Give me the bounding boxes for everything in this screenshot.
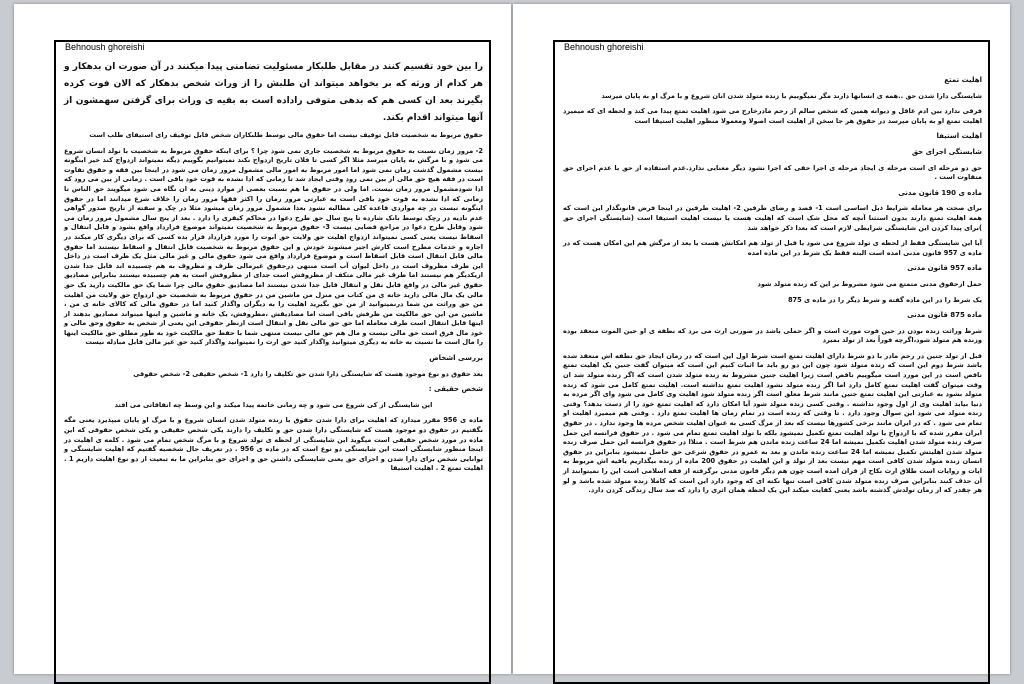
subheading: شخص حقیقی :	[428, 385, 483, 394]
subheading: شایستگی اجرای حق	[911, 147, 982, 156]
paragraph: آیا این شایستگی فقط از لحظه ی تولد شروع می شود یا قبل از تولد هم امکانش هست یا بعد از مرگش هم این امکان هست که در ماده ی 957 قانون مدنی امده است البته فقط یک شرط در این ماده امده	[563, 239, 982, 257]
paragraph: فرقی ندارد بین ادم عاقل و دیوانه همین که شخص سالم از رحم مادرخارج می شود اهلیت تمتع پیدا می کند و لحظه ای که میمیرد اهلیت تمتع او به پایان میرسد در حقوق هر جا سخن از اهلیت است اصولا ومعمولا منظور اهلیت استیفا است	[563, 107, 982, 125]
paragraph: 2- مرور زمان نسبت به حقوق مربوط به شخصیت جاری نمی شود چرا ؟ برای اینکه حقوق مربوط به شخصیت با تولد انسان شروع می شود و با مرگش به پایان میرسد مثلا اگر کسی تا فلان تاریخ ازدواج نکند نمیتوانیم بگوییم دیگه نمیتواند ازدواج کند خیر اینگونه نیست مشمول گذشت زمان نمی شود اما امور مربوط به امور مالی مشمول مرور زمان می شود در اینجا بین فقه و حقوق تفاوت است در فقه هیچ حق مالی از بین نمی رود وقتی ایجاد شد تا زمانی که ادا نشده به قوت خود باقی است . زمانی از بین می رود که ادا شودمشمول مرور زمان نیست. اما ولی در حقوق ما هم نسبت بعضی از موارد دینی به ان نگاه می شود میگویند حق الناس تا زمانی که ادا نشده به قوت خود باقی است به عبارتی مرور زمان را اکثر فقها مرور زمان را خلاف شرع میدانند اما در حقوق اینگونه نیست در چه مواردی قاعده کلی مطالبه نشود بعدا مشمول مرور زمان میشود مثلا در چک و سفته از تاریخ صدور گواهی عدم تادیه در رچک توسط بانک شارده تا پنج سال حق طرح دعوا در محاکم کیفری را دارد . بعد از پنج سال مشمول مرور زمان می شود وقابل طرح دعوا در مراجع قضایی نیست 3- حقوق مربوط به شخصیت نمیتواند موضوع قرارداد واقع بشود و قابل انتقال و اسقاط نیست یعنی کسی نمیتواند ازدواج اهلیت حق ولایت حق ابوت را مورد قرارداد قرار بده کسی که برای دیگری کار میکند در اجاره و خدمات مطرح است کارش اجیر میشوند خودش و این حقوق مربوط به شخصیت قابل انتقال و اسقاط نیستند اما حقوق مالی قابل انتقال است قابل اسقاط است و موضوع قرارداد واقع می شود حقوق مالی و غیر مالی مثل یک ظرف است در داخل این ظرف مظروف است در داخل لیوان آب است منتهی درحقوق غیرمالی ظرف و مظروف به هم چسبیده اند قابل جدا شدن ازیکدیگر هم نیستند اما ظرف غیر مالی متکف از مظروفش است جدای از مظروفش است به هم چسبیده نیستند بنابراین مصادیق حقوق غیر مالی در واقع قابل نقل و انتقال قابل جدا شدن نیستند اما مصادیق حقوق مالی چرا شما یک حق مالکیت دارید یک حق مالی یک مال مالی دارید خانه ی من کتاب من منزل من ماشین من در حقوق مربوط به شخصیت حق ازدواج حق ولایت من اهلیت من حق وراثت من شما درنمیتوانید از من حق بگیرید اهلیت را به دیگران واگذار کنید اما در حقوق مالی که کالای خانه ی من ، ماشین من این حق مالکیت من ظرفش باقی است اما مصادیقش ،مظروفش، یک خانه و ماشین و اینها میتواند مصادیق بدهند از اینها قابل انتقال است طرف معامله اما حق حق مالی نقل و انتقال است ازنظر حقوقی این یعنی از شخص به حقوق وحق مالی و خود مال فرق است حق مالی نیست و مال هم حق مالی نیست منتهی شما با حفظ حق مالکیت خود به طور مطلق حق مالکیت اینها را مال است ما نسبت به خانه به دیگری میتوانید واگذار کنید حق ارث را نمیتوانید واگذار کنید حق غیر مالی قابل مبادله نیست	[64, 146, 483, 347]
paragraph: شایستگی دارا شدن حق ..همه ی انسانها دارند مگر نمیگوییم با زنده متولد شدن انان شروع و با مرگ او به پایان میرسد	[601, 91, 982, 100]
page-header-author: Behnoush ghoreishi	[564, 42, 644, 52]
paragraph: این شایستگی از کی شروع می شود و چه زمانی خاتمه پیدا میکند و این وسط چه اتفاقاتی می افتد	[114, 400, 433, 409]
article-190-heading: ماده ی 190 قانون مدنی	[898, 188, 982, 197]
article-875-text: شرط وراثت زنده بودن در حین فوت مورث است و اگر حملی باشد در صورتی ارث می برد که نطفه ی او حین الموت منعقد بوده وزنده هم متولد شود،اگرچه فوراً بعد از تولد بمیرد	[563, 326, 982, 345]
heading-ahliyat-estifa: اهلیت استیفا	[936, 132, 982, 141]
page-body	[64, 59, 483, 480]
article-957-text: حمل ازحقوق مدنی متمتع می شود مشروط بر این که زنده متولد شود	[757, 279, 982, 288]
page-header-author: Behnoush ghoreishi	[65, 42, 145, 52]
document-page-right	[513, 4, 1010, 674]
paragraph: حقوق مربوط به شخصیت قابل توقیف نیست اما حقوق مالی توسط طلبکاران شخص قابل توقیف رای استیفای طلب است	[89, 131, 483, 139]
section-heading: بررسی اشخاص	[429, 354, 483, 363]
heading-ahliyat-tamatto: اهلیت تمتع	[944, 76, 982, 84]
document-page-left	[14, 4, 511, 674]
paragraph: برای صحت هر معامله شرایط ذیل اساسی است 1- قصد و رضای طرفین 2- اهلیت طرفین در اینجا فرض قانونگذار این است که همه اهلیت تمتع دارند بدون استثنا آنچه که محل شک است که اهلیت هست یا نیست اهلیت استیفا است (شایستگی اجرای حق )برای پیدا کردن این شایستگی شرایطی لازم است که بعدا ذکر خواهد شد	[563, 204, 982, 232]
paragraph: قبل از تولد جنین در رحم مادر با دو شرط دارای اهلیت تمتع است شرط اول این است که در زمان ایجاد حق نطفه اش منعقد شده باشد شرط دوم این است که زنده متولد شود چون این دو رو باید ما اثبات کنیم این است که میتوان گفت جنین یک اهلیت تمتع ناقص است در این مورد است میگوییم ناقص است زیرا اهلیت جنین مشروط به زنده متولد شدن است که اگر زنده متولد شد ان وقت میتوان گفت اهلیت تمتع کامل دارد اما اگر زنده متولد نشود اهلیت تمتع نداشته است. اهلیت تمتع کامل می شود که زنده متولد بشود به عبارتی این اهلیت تمتع جنین مانند شرط معلق است اگر زنده متولد شود اهلیت وی کامل می شود وای اگر مرده به دنیا بیاید اهلیت وی از اول وجود نداشته . وقتی کسی زنده متولد شود آیا امکان دارد که اهلیت تمتع خود را از دست بدهد؟ وقتی زنده متولد می شود این سوال وجود دارد . تا وقتی که زنده است در تمام زمان ها اهلیت تمتع دارد . وقتی هم میمیرد اهلیت او تمام می شود . که در ایران مانند برخی کشورها نیست که بعد از مرگ کسی به عنوان اهلیت شخص مرده ها وجود ندارد . در حقوق ایران مقرر شده که با ازدواج یا تولد اهلیت تمتع تکمیل نمیشود بلکه با تولد اهلیت تمتع تمام می شود . در حقوق فرانسه این حمل صرف زنده متولد شدن اهلیت تکمیل نمیشه اما 24 ساعت زنده ماندن هم شرط است . متلاا در حقوق فرانسه این حمل صرف زنده متولد شدن اهلیتش تکمیل نمیشه اما 24 ساعت زنده ماندن و بعد به عمرو در حقوق شرعی حق حاصل نمیشود بنابراین در حقوق انسان زنده متولد شدن کافی است مهم نیست بعد از تولد و این اهلیت در حقوق 200 ماده از زنده بیگذاریم یافیه اش مربوط به ایات و روایات است طلاق ارث نکاح از قران امده است چون هم دیگر قانون مدنی برگرفته از فقه اسلامی است این را نمیتوانند از آن حذف کنند بنابراین صرف زنده متولد شدن کافی است تنها نکته ای که وجود دارد این است که کاملا زنده متولد شده باشد و لو هر چقدر که از زمان تولدش گذشته باشد یعنی کفایت میکند این یک لحظه همان اثری را دارد که صد سال زندگی کردن دارد.	[563, 351, 982, 495]
article-957-heading: ماده 957 قانون مدنی	[907, 264, 982, 273]
page-body	[563, 72, 982, 502]
paragraph: حق دو مرحله ای است مرحله ی ایجاد مرحله ی اجرا حقی که اجرا نشود دیگر معنایی ندارد.عدم استفاده از حق با عدم اجرای حق متفاوت است .	[563, 163, 982, 182]
article-875-heading: ماده 875 قانون مدنی	[907, 311, 982, 320]
paragraph: بعد حقوق دو نوع موجود هست که شایستگی دارا شدن حق تکلیف را دارد 1- شخص حقیقی 2- شخص حقوقی	[133, 369, 483, 378]
paragraph: یک شرط را در این ماده گفته و شرط دیگر را در ماده ی 875	[787, 295, 982, 304]
lead-paragraph: را بین خود تقسیم کنند در مقابل طلبکار مسئولیت تضامنی پیدا میکنند در آن صورت ان بدهکار و هر کدام از ورثه که بر بخواهد میتواند ان طلبش را از وراث شخص بدهکار که الان فوت کرده بگیرند بعد ان کسی هم که بدهی متوفی راداده است به بقیه ی وراث برای گرفتن سهمشون از آنها میتواند اقدام بکند.	[64, 62, 483, 123]
paragraph: ماده ی 956 مقرر میدارد که اهلیت برای دارا شدن حقوق با زنده متولد شدن انسان شروع و با مرگ او پایان میپذیرد یعنی مگه نگفتیم در حقوق دو موجود هست که شایستگی دارا شدن حق و تکلیف را دارند یکی شخص حقیقی و یکی شخص حقوقی که این ماده در مورد شخص حقیقی است میگوید این شایستگی از لحظه ی تولد شروع و با مرگ شخص تمام می شود . کلمه ی اهلیت در اینجا منظور شایستگی است این شایستگی دو نوع است که در ماده ی 956 . در تعریف حال شخصیه گفتیم که اهلیت شایستگی و توانایی شخص برای دارا شدن و اجرای حق یعنی شایستگی داشتن حق و اجرای حق بنابراین ما به تبعیت از دو نوع اهلیت داریم 1 . اهلیت تمتع 2 . اهلیت استیفا	[64, 416, 483, 473]
